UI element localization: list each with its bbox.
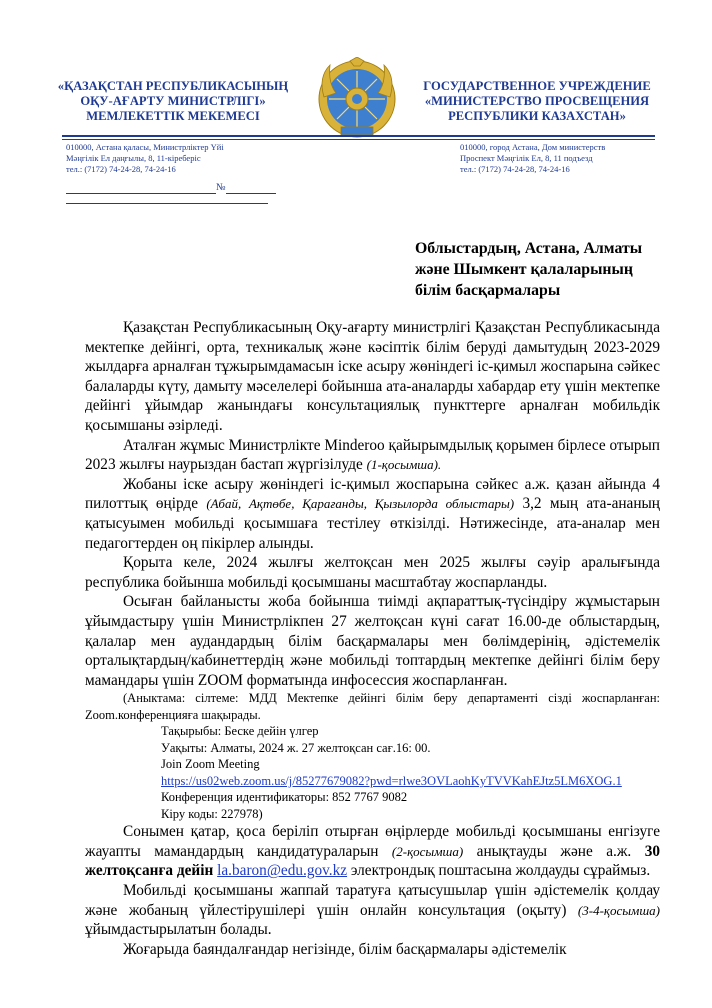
paragraph: Қазақстан Республикасының Оқу-ағарту министрлігі Қазақстан Республикасында мектепке дейінгі, орта, техникалық және кәсіптік білім беруді дамытудың 2023-2029 жылдарға арналған тұжырымдамасын іске асыру жөніндегі іс-қимыл жоспарына сәйкес балаларды күту, дамыту мәселелері бойынша ата-аналарды хабардар ету үшін мектепке дейінгі ұйымдар жанындағы консультациялық пункттерге арналған мобильдік қосымшаны әзірледі.: [85, 319, 660, 434]
paragraph: [85, 436, 660, 475]
paragraph-text: электрондық поштасына жолдауды сұраймыз.: [347, 862, 651, 880]
paragraph-text: ұйымдастырылатын болады.: [85, 921, 272, 939]
header-left-line: «ҚАЗАҚСТАН РЕСПУБЛИКАСЫНЫҢ: [57, 79, 289, 93]
zoom-conference-id: Конференция идентификаторы: 852 7767 9082: [161, 790, 408, 805]
paragraph-text: Сонымен қатар, қоса беріліп отырған өңірлерде мобильді қосымшаны енгізуге жауапты мамандардың кандидатураларын: [85, 823, 660, 860]
header-left-org: [43, 79, 303, 124]
registration-number-blank: [226, 182, 276, 194]
zoom-join-label: Join Zoom Meeting: [161, 757, 260, 772]
paragraph: [85, 475, 660, 553]
email-link[interactable]: la.baron@edu.gov.kz: [217, 862, 348, 880]
paragraph: Осыған байланысты жоба бойынша тиімді ақпараттық-түсіндіру жұмыстарын ұйымдастыру үшін Министрлікпен 27 желтоқсан күні сағат 16.00-де облыстардың, қалалар мен аудандардың білім басқармалары мен бөлімдерінің, әдістемелік орталықтардың/кабинеттердің және мобильді топтардың мектепке дейінгі білім беру мамандары үшін ZOOM форматында инфосессия жоспарланған.: [85, 593, 660, 689]
address-line: 010000, Астана қаласы, Министрліктер Үйі: [66, 142, 224, 152]
zoom-meeting-link[interactable]: https://us02web.zoom.us/j/85277679082?pwd=rlwe3OVLaohKyTVVKahEJtz5LM6XOG.1: [161, 773, 622, 788]
zoom-note: (Аныктама: сілтеме: МДД Мектепке дейінгі білім беру департаменті сізді жоспарланған: Zoom.конференцияға шақырады.: [85, 691, 660, 722]
header-divider: [62, 135, 655, 137]
header-right-org: [407, 79, 667, 124]
registration-number-line: [66, 182, 276, 194]
registration-second-blank: [66, 203, 268, 204]
registration-date-blank: [66, 182, 216, 194]
state-emblem-icon: [316, 57, 398, 139]
address-line: тел.: (7172) 74-24-28, 74-24-16: [66, 164, 176, 174]
paragraph-text: анықтауды және а.ж.: [463, 842, 645, 860]
header-right-line: ГОСУДАРСТВЕННОЕ УЧРЕЖДЕНИЕ: [423, 79, 651, 93]
zoom-invite-block: [85, 690, 660, 822]
zoom-topic: Тақырыбы: Бес​ке дейін үлгер: [161, 724, 319, 739]
deadline: 30 желтоқсанға дейін: [85, 842, 661, 880]
addressee-line: Облыстардың, Астана, Алматы: [415, 240, 643, 257]
address-left: [66, 142, 224, 175]
paragraph: [85, 822, 660, 881]
paragraph: Қорыта келе, 2024 жылғы желтоқсан мен 2025 жылғы сәуір аралығында республика бойынша мобильді қосымшаны масштабтау жоспарланды.: [85, 554, 660, 591]
addressee-line: білім басқармалары: [415, 282, 561, 299]
paragraph-text: Аталған жұмыс Министрлікте Minderoo қайырымдылық қорымен бірлесе отырып 2023 жылғы наурыздан бастап жүргізілуде: [85, 436, 660, 474]
header-left-line: ОҚУ-АҒАРТУ МИНИСТРЛІГІ»: [80, 94, 266, 108]
paragraph: [85, 881, 660, 940]
address-line: 010000, город Астана, Дом министерств: [460, 142, 606, 152]
regions-note: (Абай, Ақтөбе, Қарағанды, Қызылорда облыстары): [206, 496, 515, 512]
address-line: Мәңгілік Ел даңғылы, 8, 11-кіреберіс: [66, 153, 201, 163]
paragraph-text: Жобаны іске асыру жөніндегі іс-қимыл жоспарына сәйкес а.ж. қазан айында 4 пилоттық өңірде: [85, 475, 660, 513]
letter-body: [85, 318, 660, 959]
number-sign: №: [216, 182, 226, 193]
zoom-passcode: Кіру коды: 227978): [161, 806, 263, 821]
attachment-ref: (3-4-қосымша): [577, 902, 660, 918]
attachment-ref: (1-қосымша).: [366, 457, 442, 473]
paragraph-text: Мобильді қосымшаны жаппай таратуға қатысушылар үшін әдістемелік қолдау және жобаның үйлестірушілері үшін онлайн консультация (оқыту): [85, 882, 660, 919]
zoom-time: Уақыты: Алматы, 2024 ж. 27 желтоқсан сағ.16: 00.: [161, 740, 431, 755]
address-right: [460, 142, 605, 175]
header-left-line: МЕМЛЕКЕТТІК МЕКЕМЕСІ: [86, 109, 260, 123]
paragraph-text: 3,2 мың ата-ананың қатысуымен мобильді қосымшаға тестілеу өткізілді. Нәтижесінде, ата-аналар мен педагогтерден оң пікірлер алынды.: [85, 495, 660, 552]
attachment-ref: (2-қосымша): [391, 843, 464, 859]
address-line: Проспект Мәңгілік Ел, 8, 11 подъезд: [460, 153, 593, 163]
header-right-line: «МИНИСТЕРСТВО ПРОСВЕЩЕНИЯ: [424, 94, 650, 108]
addressee-line: және Шымкент қалаларының: [415, 261, 633, 278]
header-divider-thin: [62, 139, 655, 140]
addressee: [415, 238, 675, 301]
paragraph: Жоғарыда баяндалғандар негізінде, білім басқармалары әдістемелік: [123, 940, 567, 958]
address-line: тел.: (7172) 74-24-28, 74-24-16: [460, 164, 570, 174]
header-right-line: РЕСПУБЛИКИ КАЗАХСТАН»: [448, 109, 626, 123]
